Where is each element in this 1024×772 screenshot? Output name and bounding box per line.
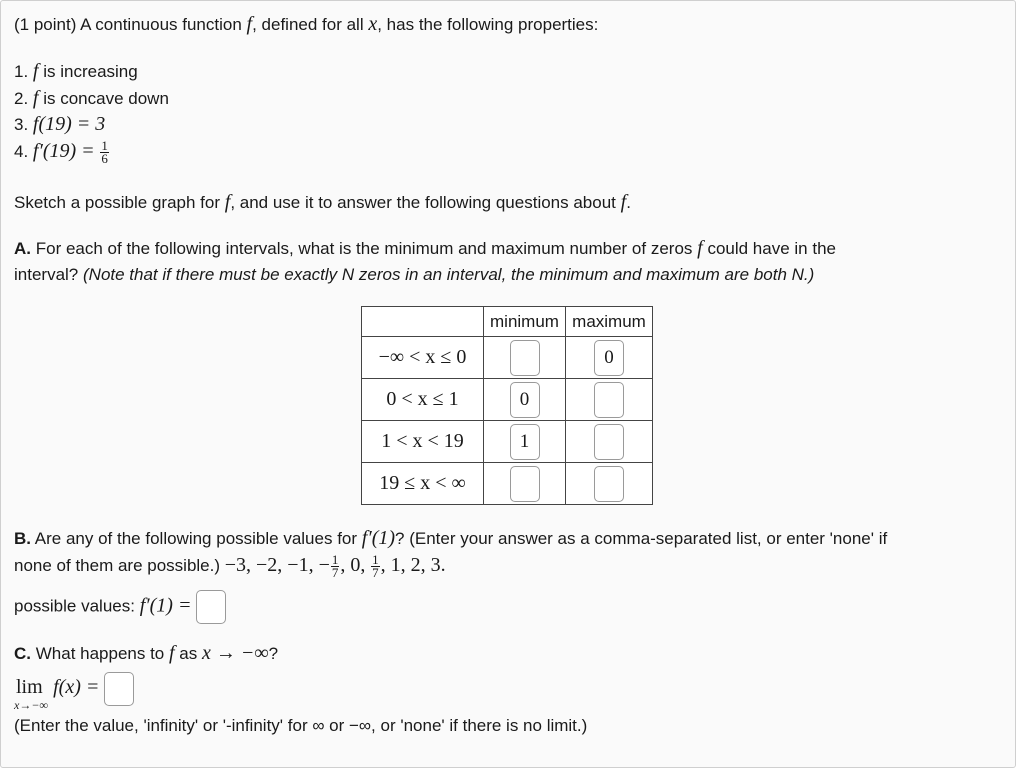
sketch-instruction: Sketch a possible graph for f, and use it to answer the following questions about f. [14,191,631,213]
points-label: (1 point) [14,15,77,34]
part-c-question: C. What happens to f as x → −∞? [14,642,279,664]
limit-subscript: x→−∞ [14,698,48,712]
part-a-question: A. For each of the following intervals, what is the minimum and maximum number of zeros f could have in the [14,237,836,259]
max-zeros-input[interactable] [594,382,624,418]
table-row [362,421,653,463]
possible-values-label: possible values: [14,596,135,616]
part-b-label: B. [14,529,31,548]
table-row [362,463,653,505]
table-header-minimum: minimum [484,307,566,337]
limit-input[interactable] [104,672,134,706]
zeros-table [361,306,653,505]
part-b-question: B. Are any of the following possible values for f′(1)? (Enter your answer as a comma-separated list, or enter 'none' if [14,527,888,549]
table-row [362,379,653,421]
fraction-one-sixth: $\frac{1}{6}$ [101,138,108,167]
table-row [362,337,653,379]
property-1: 1. f is increasing [14,60,138,82]
part-a-note: (Note that if there must be exactly N zeros in an interval, the minimum and maximum are both N.) [83,265,815,284]
part-b-answer-row: possible values: f′(1) = [14,590,226,624]
part-a-label: A. [14,239,31,258]
min-zeros-input[interactable] [510,340,540,376]
part-c-label: C. [14,644,31,663]
limit-expression: lim f(x) = x→−∞ [16,672,134,706]
table-header-maximum: maximum [566,307,653,337]
part-b-question-cont: none of them are possible.) −3, −2, −1, − $\frac{1}{7}$ , 0, $\frac{1}{7}$ , 1, 2, 3. [14,552,446,581]
min-zeros-input[interactable]: 0 [510,382,540,418]
max-zeros-input[interactable] [594,466,624,502]
max-zeros-input[interactable] [594,424,624,460]
problem-intro: (1 point) A continuous function f, defined for all x, has the following properties: [14,13,599,35]
interval-label: −∞ < x ≤ 0 [362,337,484,379]
part-a-question-cont: interval? (Note that if there must be exactly N zeros in an interval, the minimum and maximum are both N.) [14,265,815,284]
property-4: 4. f′(19) = $\frac{1}{6}$ [14,138,108,167]
interval-label: 1 < x < 19 [362,421,484,463]
property-3: 3. f(19) = 3 [14,113,106,135]
max-zeros-input[interactable]: 0 [594,340,624,376]
interval-label: 0 < x ≤ 1 [362,379,484,421]
table-header-blank [362,307,484,337]
part-c-hint: (Enter the value, 'infinity' or '-infinity' for ∞ or −∞, or 'none' if there is no limit.) [14,716,588,735]
min-zeros-input[interactable]: 1 [510,424,540,460]
possible-values-input[interactable] [196,590,226,624]
interval-label: 19 ≤ x < ∞ [362,463,484,505]
min-zeros-input[interactable] [510,466,540,502]
property-2: 2. f is concave down [14,87,169,109]
